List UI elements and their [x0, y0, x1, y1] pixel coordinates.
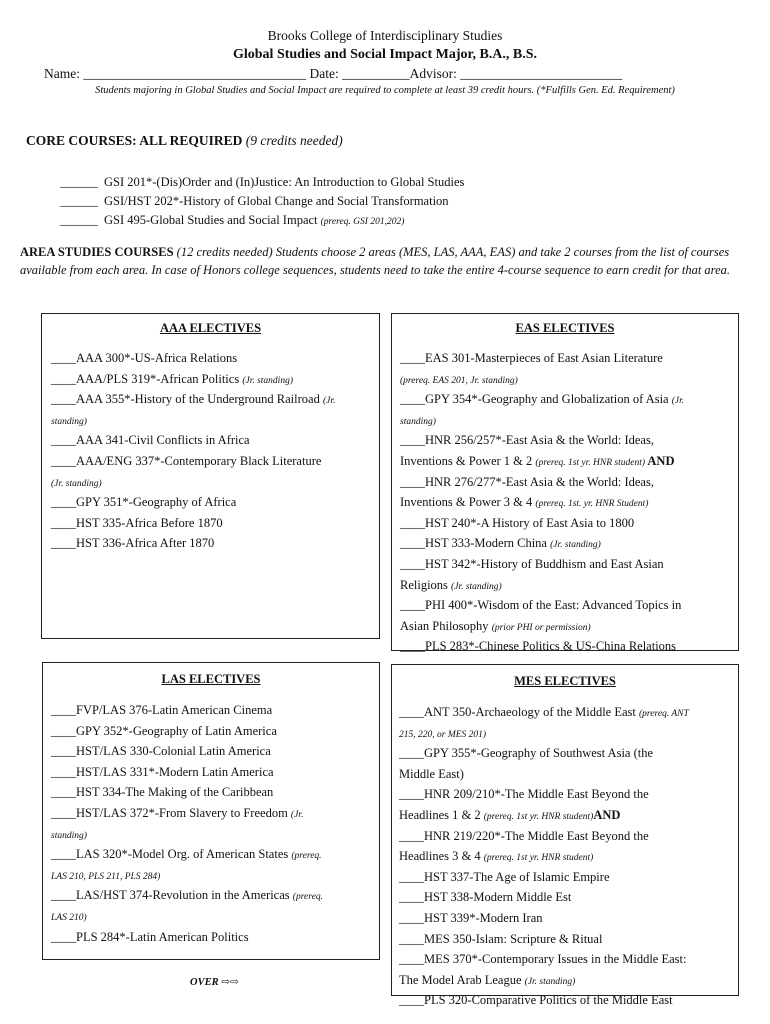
elective-prereq: (Jr. standing)	[51, 478, 102, 489]
elective-line	[399, 827, 737, 848]
core-course-item	[54, 198, 404, 228]
elective-line	[400, 534, 736, 555]
mes-electives-box	[391, 664, 739, 1008]
elective-line	[399, 909, 737, 930]
elective-text: ____PLS 320-Comparative Politics of the Middle East	[399, 993, 673, 1008]
las-electives-box	[42, 662, 380, 960]
core-course-text: ______ GSI 495-Global Studies and Social Impact	[60, 213, 321, 227]
elective-text: ____HST/LAS 372*-From Slavery to Freedom	[51, 805, 291, 820]
area-studies-title: AREA STUDIES COURSES	[20, 245, 174, 259]
elective-text: ____AAA/PLS 319*-African Politics	[51, 371, 243, 386]
credit-requirement-note: Students majoring in Global Studies and Social Impact are required to complete at least 39 credit hours. (*Fulfills Gen. Ed. Requirement)	[95, 85, 675, 96]
elective-text: ____PHI 400*-Wisdom of the East: Advanced Topics in	[400, 598, 682, 613]
elective-text: ____HST 333-Modern China	[400, 536, 551, 551]
elective-line	[51, 473, 376, 494]
elective-and: AND	[593, 807, 621, 822]
elective-text: ____FVP/LAS 376-Latin American Cinema	[51, 703, 273, 717]
core-courses-title: CORE COURSES: ALL REQUIRED	[26, 133, 243, 148]
elective-line	[400, 370, 736, 391]
elective-line	[51, 514, 376, 535]
elective-line	[399, 847, 737, 868]
elective-text: ____AAA 355*-History of the Underground Railroad	[51, 392, 323, 407]
elective-text: ____PLS 284*-Latin American Politics	[51, 929, 249, 944]
elective-line	[400, 411, 736, 432]
elective-line	[400, 637, 736, 658]
elective-prereq: (prereq.	[292, 892, 323, 903]
elective-text: Inventions & Power 1 & 2	[400, 453, 536, 468]
elective-text: Middle East)	[399, 766, 464, 781]
elective-prereq: (Jr.	[322, 396, 336, 407]
elective-text: ____HST 240*-A History of East Asia to 1800	[400, 515, 635, 530]
aaa-electives-box	[41, 313, 380, 639]
elective-text: ____HNR 256/257*-East Asia & the World: Ideas,	[400, 433, 654, 448]
elective-line	[51, 431, 376, 452]
las-electives-title: LAS ELECTIVES	[161, 672, 261, 686]
elective-text: Headlines 1 & 2	[399, 807, 484, 822]
elective-line	[399, 744, 737, 765]
elective-line	[399, 765, 737, 786]
elective-prereq: (prereq.	[291, 851, 322, 862]
over-indicator: OVER ⇨⇨	[190, 977, 239, 988]
mes-electives-list	[399, 703, 737, 1012]
elective-text: ____LAS 320*-Model Org. of American States	[51, 847, 292, 862]
elective-text: ____HNR 219/220*-The Middle East Beyond the	[399, 828, 649, 843]
elective-text: Headlines 3 & 4	[399, 849, 484, 864]
elective-text: ____HST/LAS 331*-Modern Latin America	[51, 764, 274, 779]
elective-line	[51, 493, 376, 514]
las-electives-list	[51, 701, 377, 948]
elective-text: ____HST 338-Modern Middle Est	[399, 890, 572, 905]
elective-prereq: (prereq. ANT	[639, 709, 689, 719]
mes-electives-title: MES ELECTIVES	[514, 674, 616, 688]
elective-prereq: LAS 210)	[51, 912, 87, 923]
elective-prereq: (Jr. standing)	[242, 375, 293, 386]
elective-line	[399, 971, 737, 992]
eas-electives-title: EAS ELECTIVES	[515, 321, 615, 335]
elective-prereq: (Jr.	[290, 809, 304, 820]
major-title: Global Studies and Social Impact Major, B.A., B.S.	[232, 47, 538, 62]
area-studies-paragraph	[20, 243, 740, 279]
eas-electives-box	[391, 313, 739, 654]
elective-text: The Model Arab League	[399, 972, 525, 987]
elective-line	[51, 783, 377, 804]
elective-text: ____HST 335-Africa Before 1870	[51, 515, 223, 530]
aaa-electives-list	[51, 349, 376, 555]
elective-line	[399, 806, 737, 827]
elective-prereq: (prereq. 1st yr. HNR student)	[535, 457, 648, 468]
elective-line	[400, 576, 736, 597]
elective-line	[399, 868, 737, 889]
elective-prereq: 215, 220, or MES 201)	[399, 729, 487, 740]
elective-line	[399, 950, 737, 971]
elective-line	[400, 349, 736, 370]
core-courses-credits: (9 credits needed)	[245, 133, 343, 148]
core-course-prereq: (prereq. GSI 201,202)	[320, 217, 405, 227]
elective-text: ____HST/LAS 330-Colonial Latin America	[51, 744, 271, 759]
elective-text: ____HST 337-The Age of Islamic Empire	[399, 869, 610, 884]
name-date-advisor-line: Name: _________________________________ Date: __________Advisor: ________________________	[44, 66, 623, 81]
elective-prereq: (Jr. standing)	[451, 581, 502, 592]
elective-line	[51, 390, 376, 411]
elective-text: ____GPY 355*-Geography of Southwest Asia (the	[399, 746, 654, 761]
elective-text: Asian Philosophy	[400, 618, 492, 633]
elective-prereq: LAS 210, PLS 211, PLS 284)	[51, 871, 161, 882]
core-course-text: ______ GSI 201*-(Dis)Order and (In)Justice: An Introduction to Global Studies	[60, 175, 465, 189]
elective-line	[51, 804, 377, 825]
elective-line	[400, 390, 736, 411]
elective-prereq: (Jr. standing)	[550, 540, 601, 551]
elective-line	[51, 907, 377, 928]
elective-line	[51, 886, 377, 907]
elective-line	[399, 930, 737, 951]
elective-line	[51, 866, 377, 887]
elective-line	[400, 493, 736, 514]
elective-line	[51, 845, 377, 866]
elective-text: ____HNR 209/210*-The Middle East Beyond the	[399, 787, 649, 802]
elective-text: ____LAS/HST 374-Revolution in the Americas	[51, 888, 293, 903]
elective-line	[51, 349, 376, 370]
aaa-electives-title: AAA ELECTIVES	[159, 321, 262, 335]
elective-line	[399, 991, 737, 1012]
elective-text: ____AAA 300*-US-Africa Relations	[51, 351, 238, 365]
elective-text: ____GPY 352*-Geography of Latin America	[51, 723, 277, 738]
elective-line	[400, 514, 736, 535]
elective-line	[400, 617, 736, 638]
elective-line	[399, 724, 737, 745]
elective-text: ____HST 342*-History of Buddhism and East Asian	[400, 556, 664, 571]
elective-text: ____GPY 351*-Geography of Africa	[51, 495, 237, 510]
elective-prereq: (Jr.	[671, 396, 685, 407]
elective-prereq: (prereq. 1st. yr. HNR Student)	[535, 499, 649, 510]
elective-line	[51, 825, 377, 846]
elective-line	[51, 722, 377, 743]
elective-text: ____HST 336-Africa After 1870	[51, 536, 215, 551]
elective-line	[51, 742, 377, 763]
elective-text: ____MES 350-Islam: Scripture & Ritual	[399, 931, 603, 946]
elective-prereq: (Jr. standing)	[524, 976, 576, 987]
elective-line	[400, 473, 736, 494]
elective-line	[400, 596, 736, 617]
elective-line	[51, 452, 376, 473]
elective-text: Inventions & Power 3 & 4	[400, 495, 536, 510]
college-name: Brooks College of Interdisciplinary Studies	[267, 28, 503, 43]
elective-text: ____AAA/ENG 337*-Contemporary Black Literature	[51, 453, 322, 468]
elective-line	[51, 370, 376, 391]
elective-line	[399, 703, 737, 724]
elective-line	[400, 452, 736, 473]
elective-line	[400, 555, 736, 576]
elective-line	[51, 928, 377, 949]
elective-line	[399, 888, 737, 909]
elective-text: ____MES 370*-Contemporary Issues in the Middle East:	[399, 952, 687, 967]
elective-prereq: (prereq. 1st yr. HNR student)	[483, 853, 594, 864]
elective-line	[51, 763, 377, 784]
core-courses-heading	[26, 133, 343, 149]
elective-text: ____PLS 283*-Chinese Politics & US-China Relations	[400, 639, 677, 654]
elective-line	[51, 534, 376, 555]
elective-text: ____HST 334-The Making of the Caribbean	[51, 785, 274, 800]
elective-prereq: (prereq. 1st yr. HNR student)	[483, 811, 594, 822]
elective-text: Religions	[400, 577, 452, 592]
elective-text: ____HNR 276/277*-East Asia & the World: Ideas,	[400, 474, 654, 489]
elective-prereq: standing)	[400, 416, 436, 427]
elective-text: ____GPY 354*-Geography and Globalization of Asia	[400, 392, 672, 407]
elective-prereq: standing)	[51, 416, 87, 427]
elective-line	[399, 785, 737, 806]
core-course-text: ______ GSI/HST 202*-History of Global Change and Social Transformation	[60, 194, 449, 208]
elective-prereq: (prereq. EAS 201, Jr. standing)	[400, 375, 518, 386]
elective-line	[51, 701, 377, 722]
elective-text: ____EAS 301-Masterpieces of East Asian Literature	[400, 351, 663, 365]
elective-line	[400, 431, 736, 452]
elective-text: ____HST 339*-Modern Iran	[399, 910, 543, 925]
elective-text: ____ANT 350-Archaeology of the Middle East	[399, 705, 639, 719]
elective-text: ____AAA 341-Civil Conflicts in Africa	[51, 433, 250, 448]
elective-and: AND	[647, 453, 675, 468]
area-studies-text: (12 credits needed) Students choose 2 areas (MES, LAS, AAA, EAS) and take 2 courses from the list of courses available from each area. In case of Honors college sequences, students need to take the entire 4-course sequence to earn credit for that area.	[20, 245, 731, 277]
eas-electives-list	[400, 349, 736, 658]
elective-line	[51, 411, 376, 432]
elective-prereq: (prior PHI or permission)	[491, 622, 591, 633]
elective-prereq: standing)	[51, 830, 87, 841]
